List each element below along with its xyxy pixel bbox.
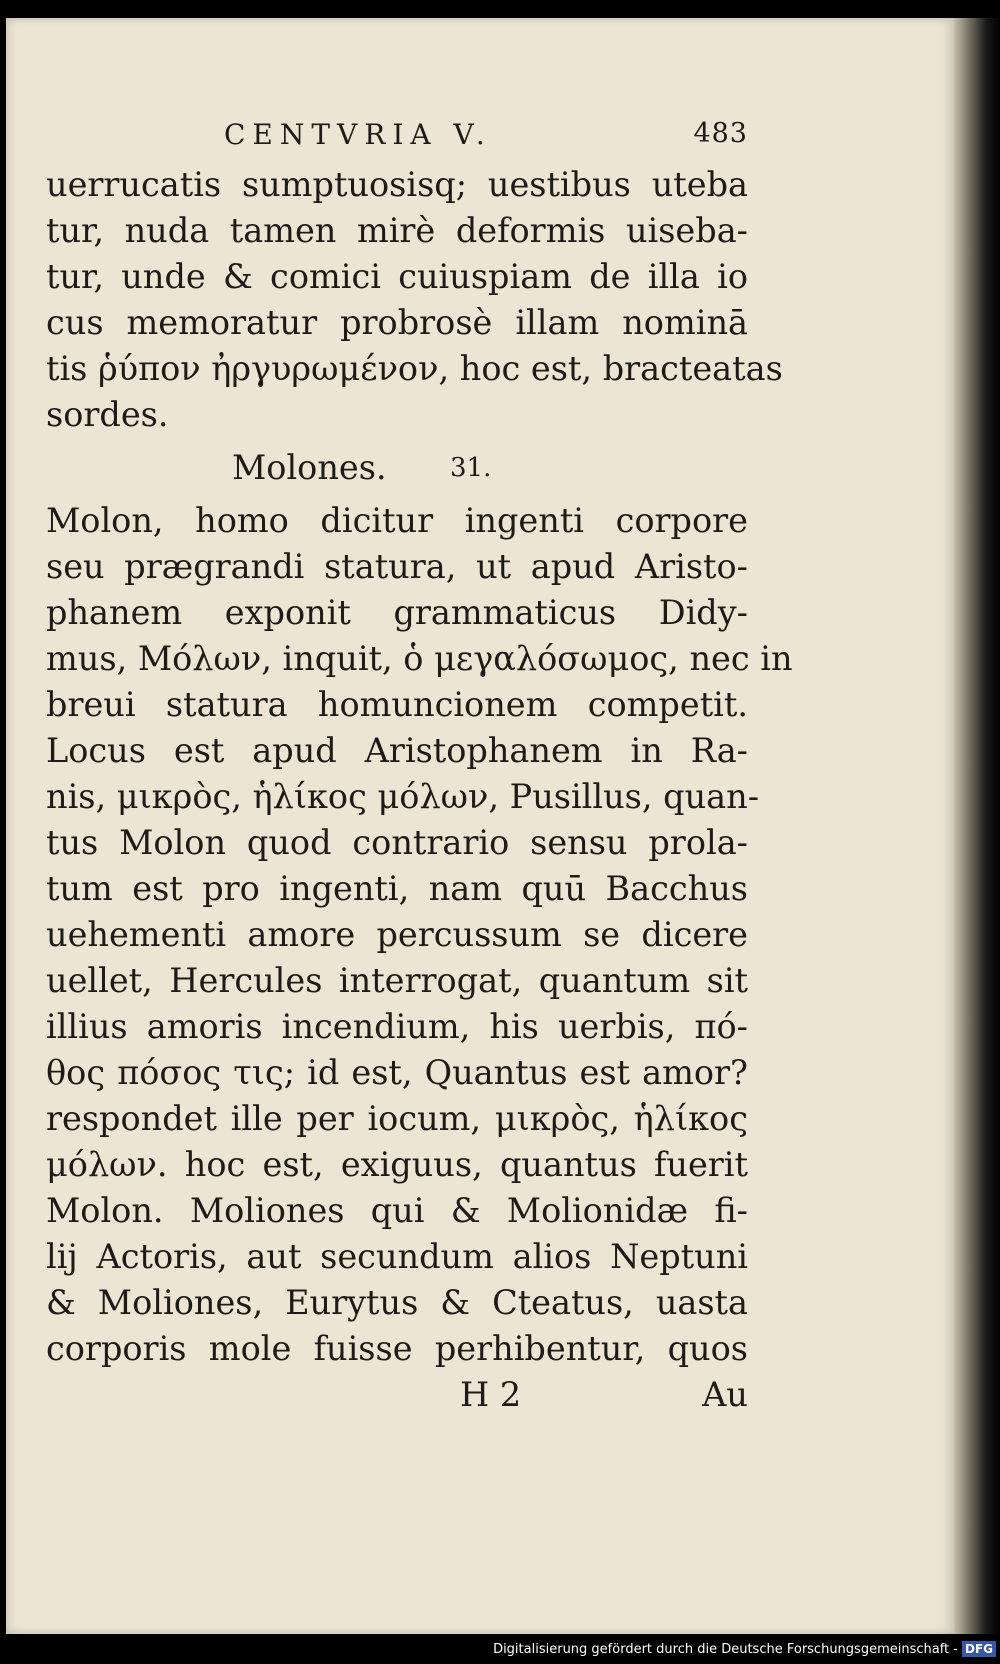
catchword: Au bbox=[702, 1375, 748, 1414]
text-line: Locus est apud Aristophanem in Ra- bbox=[46, 731, 748, 770]
signature-mark: H 2 bbox=[460, 1375, 522, 1414]
text-line: uellet, Hercules interrogat, quantum sit bbox=[46, 961, 748, 1000]
section-heading bbox=[46, 438, 748, 498]
running-head-title: CENTVRIA V. bbox=[224, 118, 492, 151]
text-line: tus Molon quod contrario sensu prola- bbox=[46, 823, 748, 862]
paragraph-top bbox=[46, 162, 783, 438]
text-line: Molon. Moliones qui & Molionidæ fi- bbox=[46, 1191, 748, 1230]
page-edge-shadow bbox=[954, 18, 1000, 1634]
text-line: sordes. bbox=[46, 395, 169, 434]
text-line: phanem exponit grammaticus Didy- bbox=[46, 593, 748, 632]
text-line: tum est pro ingenti, nam quū Bacchus bbox=[46, 869, 748, 908]
text-line: respondet ille per iocum, μικρὸς, ἡλίκος bbox=[46, 1099, 748, 1138]
digitization-credit bbox=[493, 1640, 996, 1660]
section-heading-title: Molones. bbox=[232, 448, 387, 487]
text-line: tis ῥύπον ἠργυρωμένον, hoc est, bracteatas bbox=[46, 349, 783, 388]
catchword-line bbox=[46, 1372, 748, 1418]
text-line: Molon, homo dicitur ingenti corpore bbox=[46, 501, 748, 540]
paragraph-body bbox=[46, 498, 793, 1372]
text-line: tur, nuda tamen mirè deformis uiseba- bbox=[46, 211, 748, 250]
text-line: illius amoris incendium, his uerbis, πό- bbox=[46, 1007, 748, 1046]
text-line: θος πόσος τις; id est, Quantus est amor? bbox=[46, 1053, 748, 1092]
text-line: tur, unde & comici cuiuspiam de illa io bbox=[46, 257, 748, 296]
text-line: seu prægrandi statura, ut apud Aristo- bbox=[46, 547, 748, 586]
running-head bbox=[46, 118, 748, 162]
text-line: μόλων. hoc est, exiguus, quantus fuerit bbox=[46, 1145, 748, 1184]
text-line: uehementi amore percussum se dicere bbox=[46, 915, 748, 954]
text-line: cus memoratur probrosè illam nominā bbox=[46, 303, 748, 342]
text-line: nis, μικρὸς, ἡλίκος μόλων, Pusillus, quan- bbox=[46, 777, 760, 816]
page-number: 483 bbox=[693, 118, 748, 149]
text-line: uerrucatis sumptuosisq; uestibus uteba bbox=[46, 165, 748, 204]
text-line: breui statura homuncionem competit. bbox=[46, 685, 748, 724]
dfg-logo: DFG bbox=[962, 1641, 996, 1657]
text-line: lij Actoris, aut secundum alios Neptuni bbox=[46, 1237, 748, 1276]
section-number: 31. bbox=[450, 453, 492, 483]
text-line: corporis mole fuisse perhibentur, quos bbox=[46, 1329, 748, 1368]
credit-text: Digitalisierung gefördert durch die Deutsche Forschungsgemeinschaft - bbox=[493, 1642, 958, 1657]
text-line: mus, Μόλων, inquit, ὁ μεγαλόσωμος, nec in bbox=[46, 639, 793, 678]
page-text bbox=[46, 118, 793, 1418]
book-page bbox=[6, 18, 958, 1634]
text-line: & Moliones, Eurytus & Cteatus, uasta bbox=[46, 1283, 748, 1322]
